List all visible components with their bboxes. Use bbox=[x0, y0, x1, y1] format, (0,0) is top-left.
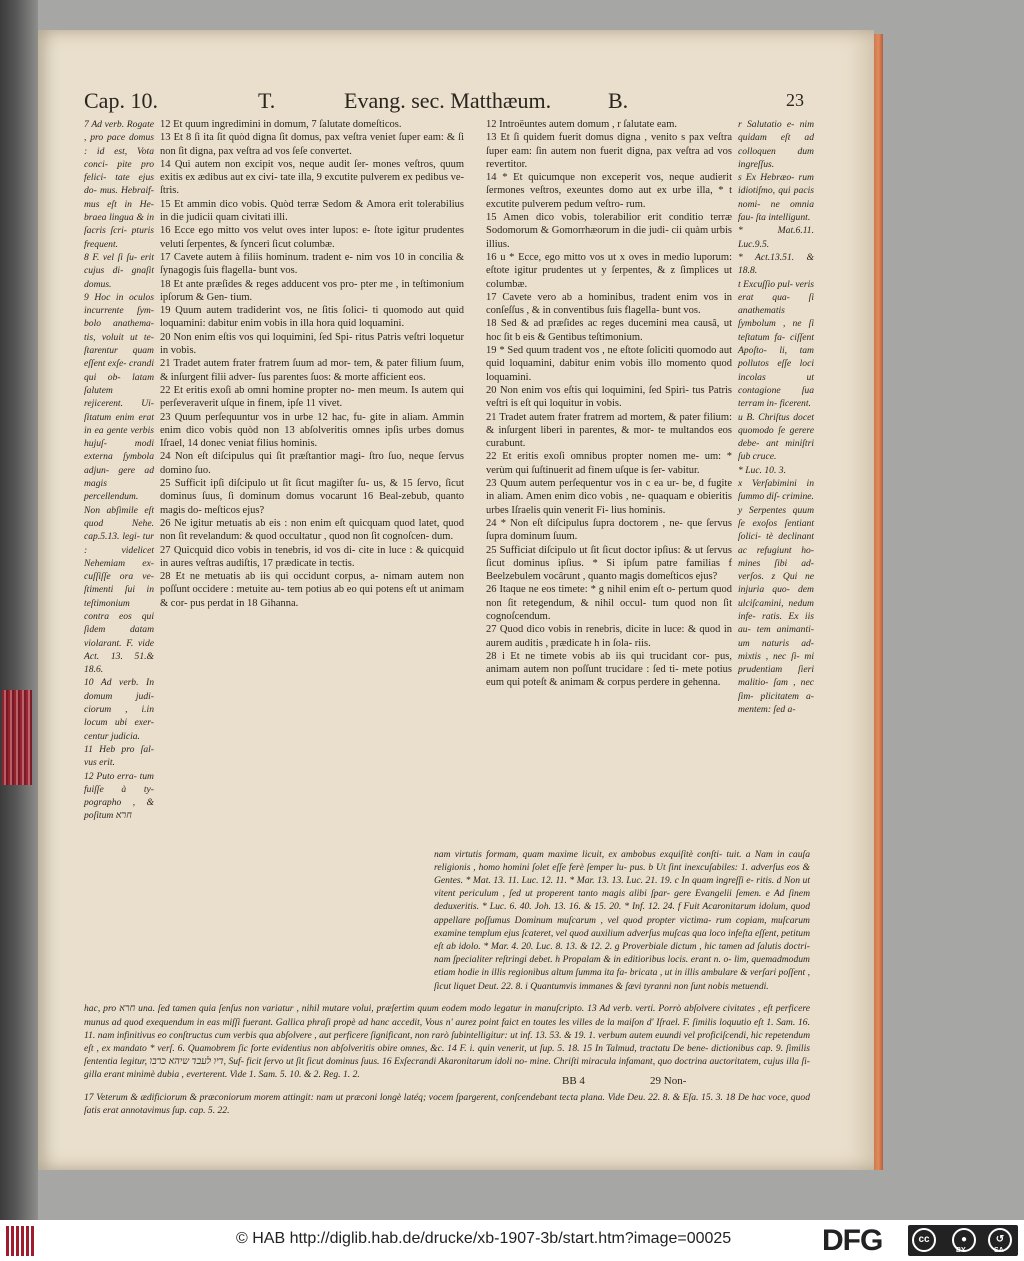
running-head bbox=[82, 84, 807, 118]
verse: 20 Non enim eſtis vos qui loquimini, ſed Spi- ritus Patris veſtri loquetur in vobis. bbox=[160, 331, 464, 357]
verse: 15 Amen dico vobis, tolerabilior erit conditio terræ Sodomorum & Gomorrhæorum in die judi- cii quàm urbis illius. bbox=[486, 212, 732, 250]
verse: 25 Sufficit ipſi diſcipulo ut ſit ſicut magiſter ſu- us, & 15 ſervo, ſicut dominus ſuus, ſi dominum domus vocarunt 16 Beal-zebub, quanto magis do- meſticos ejus? bbox=[160, 478, 464, 516]
margin-note: * Act.13.51. & 18.8. bbox=[738, 251, 814, 277]
verse: 14 * Et quicumque non exceperit vos, neque audierit ſermones veſtros, exeuntes domo aut ex urbe illa, * t excutite pulverem pedum veſtro- rum. bbox=[486, 172, 732, 210]
verse: 13 Et ſi quidem fuerit domus digna , venito s pax veſtra ſuper eam: ſin autem non fuerit digna, pax veſtra ad vos revertitor. bbox=[486, 132, 732, 170]
verse: 26 Ne igitur metuatis ab eis : non enim eſt quicquam quod latet, quod non ſit revelandum: & quod occultatur , quod non ſit cognoſcen- dum. bbox=[160, 517, 464, 543]
testament-mark: T. bbox=[258, 88, 276, 113]
margin-note: 12 Puto erra- tum fuiſſe à ty- pographo , & poſitum חרא bbox=[84, 770, 154, 822]
cc-license-badge[interactable] bbox=[908, 1225, 1018, 1256]
binding-strip bbox=[0, 0, 38, 1220]
verse: 18 Et ante præſides & reges adducent vos pro- pter me , in teſtimonium ipſorum & Gen- tium. bbox=[160, 278, 464, 303]
verse: 20 Non enim vos eſtis qui loquimini, ſed Spiri- tus Patris veſtri is eſt qui loquitur in vobis. bbox=[486, 384, 732, 410]
verse: 22 Et eritis exoſi omnibus propter nomen me- um: * verùm qui ſuſtinuerit ad finem uſque is ſer- vabitur. bbox=[486, 451, 732, 476]
page-number: 23 bbox=[786, 90, 804, 110]
right-margin-notes bbox=[738, 118, 814, 716]
verse: 17 Cavete autem à filiis hominum. tradent e- nim vos 10 in concilia & ſynagogis ſuis flagella- bunt vos. bbox=[160, 251, 464, 277]
sa-label: SA bbox=[994, 1247, 1004, 1254]
margin-note: 7 Ad verb. Rogate , pro pace domus : id est, Vota conci- pite pro felici- tate ejus do- mus. Hebraif- mus eſt in He- braea lingua & in ſacris ſcri- pturis frequent. bbox=[84, 119, 154, 250]
color-calibration-strip bbox=[2, 690, 32, 785]
verse: 23 Quum autem perſequentur vos in c ea ur- be, d fugite in aliam. Amen enim dico vobis , ne- quaquam e obieritis urbes Iſraelis quin venerit Fi- lius hominis. bbox=[486, 478, 732, 516]
by-label: BY bbox=[956, 1247, 966, 1254]
verse: 15 Et ammin dico vobis. Quòd terræ Sedom & Amora erit tolerabilius in die judicii quam civitati illi. bbox=[160, 198, 464, 224]
library-logo-icon bbox=[6, 1226, 36, 1256]
footnote-block: hac, pro חרא una. ſed tamen quia ſenſus non variatur , nihil mutare volui, præſertim quum eodem modo legatur in manuſcripto. 13 Ad verb. verti. Porrò abſolvere civitates , eſt perficere munus ad quod exequendum in eas miſſi fuerant. Gallica phraſi propè ad hanc accedit, Vous n' aurez point faict en toutes les villes de la maiſon d' Iſrael. F. ſimilis loquutio eſt 1. Sam. 16. 11. nam infinitivus eo conſtructus cum verbis qua abſolvere , aut perficere ſignificant, non rarò ſubintelligitur: ut inf. 13. 53. & 19. 1. verbum autem euundi vel proficiſcendi, hic repetendum eſt , ex mandato * verſ. 6. Quamobrem ſic forte evidentius non abſolveritis obire omnes, &c. 14 F. i. quin venerit, ut ſup. 5. 18. 15 In Talmud, tractatu De bene- dictionibus cap. 9. ſimilis ſententia legitur, דיו לעבד שיהא כרבו, Suf- ficit ſervo ut ſit ſicut dominus ſuus. 16 Exſecrandi Akaronitarum idoli no- mine. Chriſti miracula infamant, quo doctrina auctoritatem, cujus illa ſi- gilla erant minimè dubia , everterent. Vide 1. Sam. 5. 10. & 2. Reg. 1. 2. bbox=[84, 1003, 810, 1081]
signature-mark: BB 4 bbox=[562, 1075, 585, 1087]
verse: 22 Et eritis exoſi ab omni homine propter no- men meum. Is autem qui perſeveraverit uſque in finem, ipſe 11 vivet. bbox=[160, 384, 464, 410]
by-icon: ● bbox=[952, 1228, 976, 1252]
verse: 27 Quod dico vobis in renebris, dicite in luce: & quod in aurem auditis , prædicate h in ſola- riis. bbox=[486, 624, 732, 649]
verse: 14 Qui autem non excipit vos, neque audit ſer- mones veſtros, quum exitis ex ædibus aut ex civi- tate illa, 9 excutite pulverem ex pedibus ve- ſtris. bbox=[160, 158, 464, 197]
verse: 27 Quicquid dico vobis in tenebris, id vos di- cite in luce : & quicquid in aures veſtras audiſtis, 17 prædicate in tectis. bbox=[160, 544, 464, 569]
verse: 24 * Non eſt diſcipulus ſupra doctorem , ne- que ſervus ſupra dominum ſuum. bbox=[486, 517, 732, 543]
verse: 21 Tradet autem frater fratrem ſuum ad mor- tem, & pater filium ſuum, & inſurgent filii adver- ſus parentes ſuos: & morte afficient eos. bbox=[160, 358, 464, 383]
margin-note: 10 Ad verb. In domum judi- ciorum , i.in locum ubi exer- centur judicia. bbox=[84, 677, 154, 742]
margin-note: u B. Chriſtus docet quomodo ſe gerere debe- ant miniſtri ſub cruce. bbox=[738, 411, 814, 463]
verse: 24 Non eſt diſcipulus qui ſit præſtantior magi- ſtro ſuo, neque ſervus domino ſuo. bbox=[160, 451, 464, 476]
verse: 25 Sufficiat diſcipulo ut ſit ſicut doctor ipſius: & ut ſervus ſicut dominus ipſius. * Si ipſum patre familias f Beelzebulem vocârunt , quanto magis domeſticos ejus? bbox=[486, 544, 732, 583]
verse: 12 Introëuntes autem domum , r ſalutate eam. bbox=[486, 119, 677, 130]
verse: 21 Tradet autem frater fratrem ad mortem, & pater filium: & inſurgent liberi in parentes, & mor- te multandos eos curabunt. bbox=[486, 411, 732, 450]
margin-note: x Verſabimini in ſummo diſ- crimine. bbox=[738, 478, 814, 503]
source-url[interactable]: © HAB http://diglib.hab.de/drucke/xb-1907-3b/start.htm?image=00025 bbox=[236, 1230, 732, 1247]
cc-icon: cc bbox=[912, 1228, 936, 1252]
catchword: 29 Non- bbox=[650, 1075, 687, 1087]
verse: 13 Et 8 ſi ita ſit quòd digna ſit domus, pax veſtra veniet ſuper eam: & ſi non ſit digna, pax veſtra ad vos ſeſe convertet. bbox=[160, 132, 464, 157]
footnote-block: nam virtutis formam, quam maxime licuit, ex ambobus exquiſitè conſti- tuit. a Nam in cauſa religionis , homo homini ſolet eſſe ferè ſemper lu- pus. b Ut ſint inexcuſabiles: 1. adverſus eos & Gentes. * Mat. 13. 11. Luc. 12. 11. * Mar. 13. 13. Luc. 21. 19. c In quam ingreſſi e- ritis. d Non ut vitent periculum , ſed ut properent tanto magis alibi ſpar- gere Evangelii ſemen. e Ad ſinem deduxeritis. * Luc. 6. 40. Joh. 13. 16. & 15. 20. * Inf. 12. 24. f Fuit Acaronitarum idolum, quod appellare poſſumus Dominum muſcarum , vel quod propter victima- rum copiam, muſcarum examine templum ejus ſcateret, vel quod auxilium adverſus muſcas qua loco infeſta eſſent, petitum eſt ab idolo. * Mar. 4. 20. Luc. 8. 13. & 12. 2. g Proverbiale dictum , hic tamen ad ſalutis doctri- nam ſpecialiter reſtringi debet. h Propalam & in editioribus locis. erant n. o- lim, quemadmodum etiam hodie in illis regionibus altum ſumma ita fa- bricata , ut in illis ambulare & verſari poſſent , ſicut liquet Deut. 22. 8. i Quantumvis immanes & ſævi tyranni non ſunt nobis metuendi. bbox=[434, 848, 810, 992]
viewer-footer bbox=[0, 1220, 1024, 1261]
verse: 28 i Et ne timete vobis ab iis qui trucidant cor- pus, animam autem non poſſunt trucidare : ſed ti- mete potius eum qui poteſt & animam & corpus perdere in gehenna. bbox=[486, 650, 732, 689]
column-mark: B. bbox=[608, 88, 629, 113]
margin-note: r Salutatio e- nim quidam eſt ad colloquen dum ingreſſus. bbox=[738, 119, 814, 170]
verse: 18 Sed & ad præſides ac reges ducemini mea causâ, ut hoc ſit b eis & Gentibus teſtimonium. bbox=[486, 318, 732, 343]
left-margin-notes bbox=[84, 118, 154, 823]
margin-note: * Mat.6.11. Luc.9.5. bbox=[738, 225, 814, 250]
verse: 23 Quum perſequuntur vos in urbe 12 hac, fu- gite in aliam. Ammin enim dico vobis quòd non 13 abſolveritis omnes ipſis urbes domus Iſrael, 14 donec veniat filius hominis. bbox=[160, 411, 464, 450]
margin-note: 8 F. vel ſi ſu- erit cujus di- gnaſit domus. bbox=[84, 251, 154, 290]
verse: 28 Et ne metuatis ab iis qui occidunt corpus, a- nimam autem non poſſunt occidere : metuite au- tem potius ab eo qui potens eſt ut animam & cor- pus perdat in 18 Gihanna. bbox=[160, 571, 464, 609]
footnotes bbox=[84, 838, 810, 1127]
verse: 26 Itaque ne eos timete: * g nihil enim eſt o- pertum quod non ſit retegendum, & nihil occul- tum quod non ſit cognoſcendum. bbox=[486, 584, 732, 622]
margin-note: 9 Hoc in oculos incurrente ſym- bolo anathema- tis, voluit ut te- ſtarentur quam eſſent exſe- crandi qui ob- latam ſalutem rejicerent. Ui- ſitatum enim erat in ea gente verbis hujuſ- modi externa ſymbola adjun- gere ad magis percellendum. Non abſimile eſt quod Nehe. cap.5.13. legi- tur : videlicet Nehemiam ex- cuſſiſſe ora ve- ſtimenti ſui in teſtimonium contra eos qui ſidem datam violarant. F. vide Act. 13. 51.& 18.6. bbox=[84, 291, 154, 676]
sa-icon: ↺ bbox=[988, 1228, 1012, 1252]
verse: 19 * Sed quum tradent vos , ne eſtote ſoliciti quomodo aut quid loquamini, dabitur enim vobis illo momento quod loquamini. bbox=[486, 345, 732, 383]
page-title: Evang. sec. Matthæum. bbox=[344, 88, 552, 113]
verse: 19 Quum autem tradiderint vos, ne ſitis ſolici- ti quomodo aut quid loquamini: dabitur enim vobis in illa hora quid loquamini. bbox=[160, 305, 464, 330]
chapter-label: Cap. 10. bbox=[84, 88, 158, 113]
margin-note: t Excuſſio pul- veris erat qua- ſi anathematis ſymbolum , ne ſi teſtatum fa- ciſſent Apoſto- li, tam pollutos eſſe loci incolas ut contagione ſua terram in- ficerent. bbox=[738, 278, 814, 410]
margin-note: 11 Heb pro ſal- vus erit. bbox=[84, 743, 154, 769]
margin-note: y Serpentes quum ſe exoſos ſentiant ſolici- tè declinant ac refugiunt ho- mines ſibi ad- verſos. z Qui ne injuria quo- dem ulciſcamini, nedum infe- ratis. Ex iis au- tem animanti- um naturis ad- mixtis , nec ſi- mi prudentiam ſieri malitio- ſam , nec ſim- plicitatem a- mentem: ſed a- bbox=[738, 504, 814, 716]
margin-note: s Ex Hebræo- rum idiotiſmo, qui pacis nomi- ne omnia fau- ſta intelligunt. bbox=[738, 172, 814, 224]
text-column-a bbox=[160, 118, 464, 610]
footnote-block: 17 Veterum & ædificiorum & præconiorum morem attingit: nam ut præconi longè latéq; vocem ſpargerent, conſcendebant tecta plana. Vide Deu. 22. 8. & Eſa. 15. 3. 18 De hac voce, quod ſatis erat annotavimus ſup. cap. 5. 22. bbox=[84, 1092, 810, 1117]
dfg-logo: DFG bbox=[822, 1224, 883, 1257]
book-page bbox=[38, 30, 874, 1170]
page-edge bbox=[874, 34, 883, 1170]
text-column-b bbox=[486, 118, 732, 690]
verse: 12 Et quum ingredimini in domum, 7 ſalutate domeſticos. bbox=[160, 119, 402, 130]
verse: 16 u * Ecce, ego mitto vos ut x oves in medio luporum: eſtote igitur prudentes ut y ſerpentes, & z ſimplices ut columbæ. bbox=[486, 251, 732, 290]
margin-note: * Luc. 10. 3. bbox=[738, 464, 786, 476]
verse: 17 Cavete vero ab a hominibus, tradent enim vos in conſeſſus , & in conventibus ſuis flagella- bunt vos. bbox=[486, 291, 732, 317]
verse: 16 Ecce ego mitto vos velut oves inter lupos: e- ſtote igitur prudentes veluti ſerpentes, & ſynceri ſicut columbæ. bbox=[160, 225, 464, 250]
